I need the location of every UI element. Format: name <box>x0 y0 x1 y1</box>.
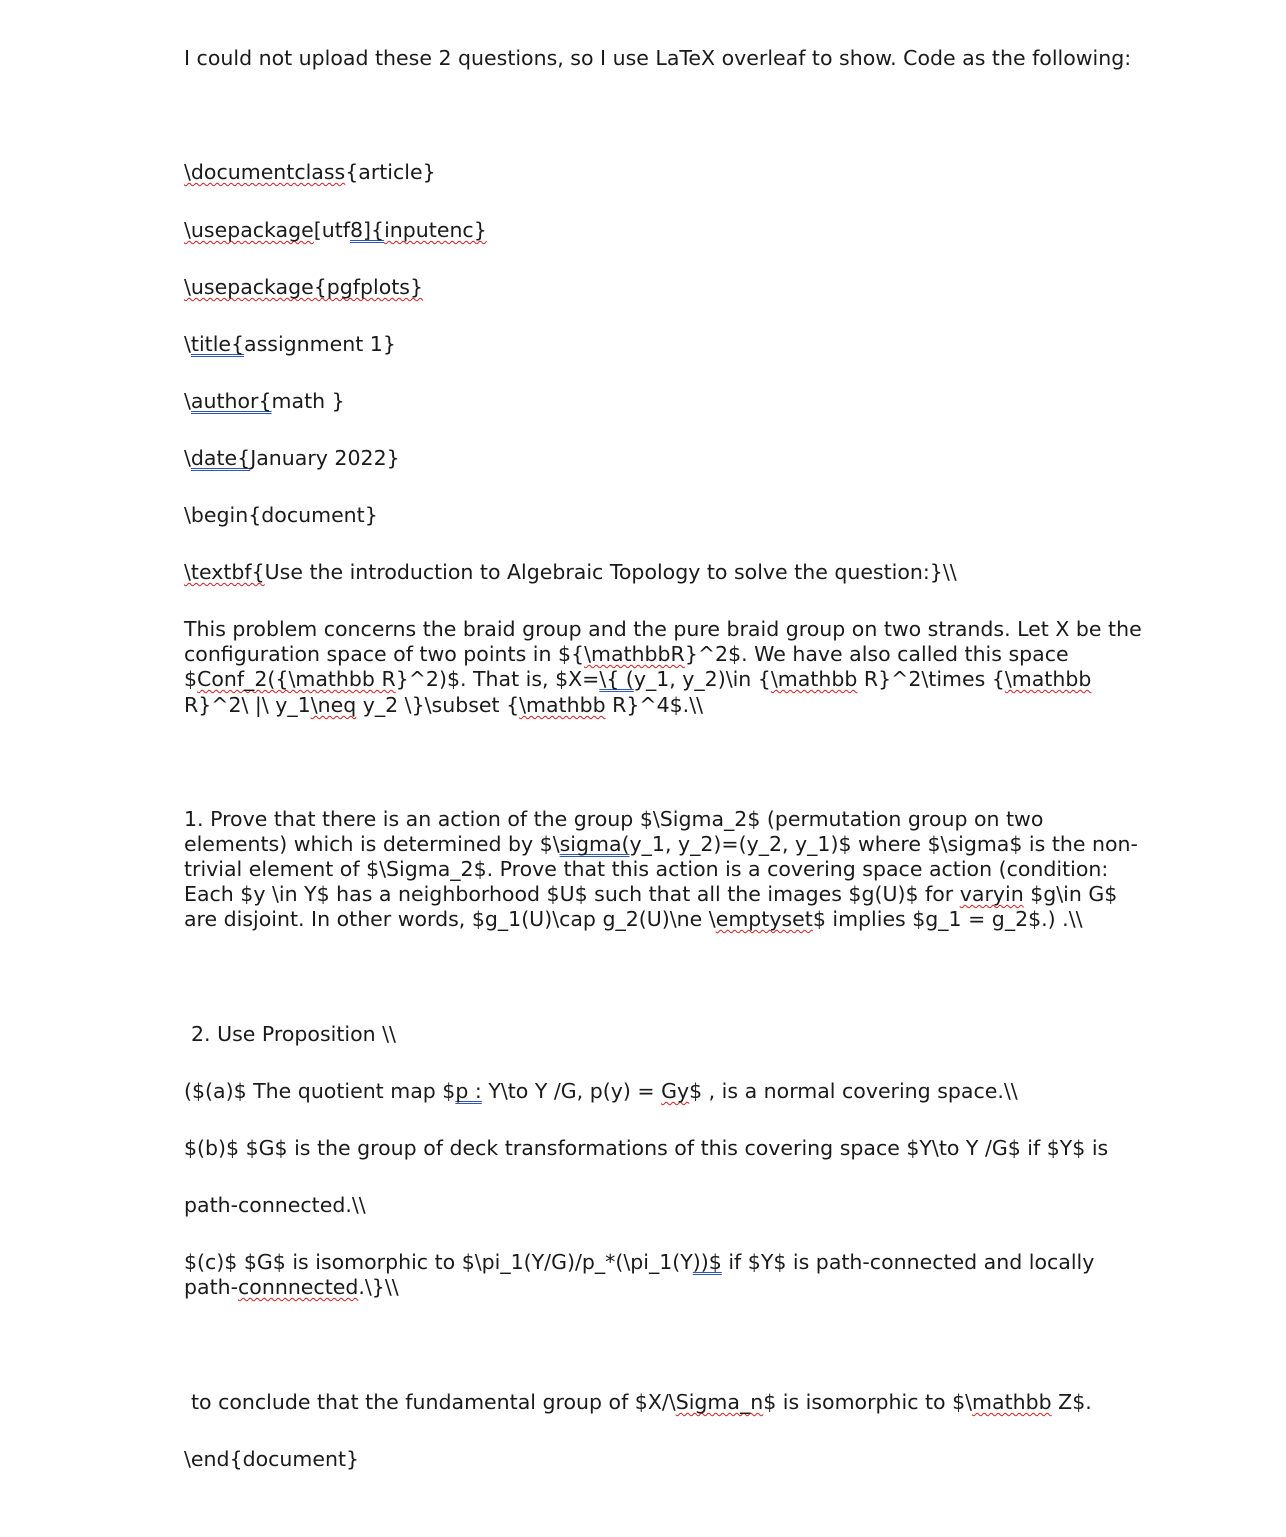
code-usepackage-inputenc: \usepackage[utf8]{inputenc} <box>184 218 487 242</box>
q2-part-b-cont: path-connected.\\ <box>184 1193 366 1217</box>
spell-flag: \mathbb <box>1004 667 1092 691</box>
code-author: \author{math } <box>184 389 345 413</box>
spell-flag: \mathbb <box>770 667 858 691</box>
spell-flag: \mathbb <box>519 693 606 717</box>
intro-text: I could not upload these 2 questions, so I use LaTeX overleaf to show. Code as the following: <box>184 46 1132 70</box>
grammar-flag: date{ <box>190 446 251 470</box>
spell-flag: Gy <box>661 1079 690 1103</box>
spell-flag: Conf_2({\mathbb R <box>197 667 396 691</box>
conclusion-text: to conclude that the fundamental group of $X/\Sigma_n$ is isomorphic to $\mathbb Z$. <box>191 1390 1092 1414</box>
grammar-flag: 8]{ <box>350 218 385 242</box>
q2-part-c: $(c)$ $G$ is isomorphic to $\pi_1(Y/G)/p_*(\pi_1(Y))$ if $Y$ is path-connected and locally <box>184 1250 1095 1274</box>
grammar-flag: sigma( <box>559 832 630 856</box>
spell-flag: varyin <box>959 882 1024 906</box>
grammar-flag: \{ ( <box>599 667 634 691</box>
q2-part-a: ($(a)$ The quotient map $p : Y\to Y /G, p(y) = Gy$ , is a normal covering space.\\ <box>184 1079 1018 1103</box>
spell-flag: connnected <box>238 1275 359 1299</box>
grammar-flag: author{ <box>190 389 272 413</box>
code-title: \title{assignment 1} <box>184 332 396 356</box>
spell-flag: Sigma_n <box>675 1390 764 1414</box>
grammar-flag: ))$ <box>692 1250 722 1274</box>
q2-heading: 2. Use Proposition \\ <box>191 1022 396 1046</box>
code-usepackage-pgfplots <box>184 275 423 300</box>
spell-flag: \usepackage{pgfplots} <box>184 275 424 299</box>
spell-flag: mathbb <box>972 1390 1052 1414</box>
spell-flag: \documentclass <box>184 160 346 184</box>
grammar-flag: p : <box>455 1079 482 1103</box>
document-page: I could not upload these 2 questions, so I use LaTeX overleaf to show. Code as the following: \documentclass{article} \usepackage[utf8]{inputenc} \usepackage{pgfplots} \title{assignment 1} \author{math } \date{January 2022} \begin{document} \textbf{Use the introduction to Algebraic Topology to solve the question:}\\ This problem concerns the braid group and the pure braid group on two strands. Let X be the configuration space of two points in ${\mathbbR}^2$. We have also called this space $Conf_2({\mathbb R}^2)$. That is, $X=\{ (y_1, y_2)\in {\mathbb R}^2\times {\mathbb R}^2\ |\ y_1\neq y_2 \}\subset {\mathbb R}^4$.\\ 1. Prove that there is an action of the group $\Sigma_2$ (permutation group on two elements) which is determined by $\sigma(y_1, y_2)=(y_2, y_1)$ where $\sigma$ is the non- trivial element of $\Sigma_2$. Prove that this action is a covering space action (condition: Each $y \in Y$ has a neighborhood $U$ such that all the images $g(U)$ for varyin $g\in G$ are disjoint. In other words, $g_1(U)\cap g_2(U)\ne \emptyset$ implies $g_1 = g_2$.) .\\ 2. Use Proposition \\ ($(a)$ The quotient map $p : Y\to Y /G, p(y) = Gy$ , is a normal covering space.\\ $(b)$ $G$ is the group of deck transformations of this covering space $Y\to Y /G$ if $Y$ is path-connected.\\ $(c)$ $G$ is isomorphic to $\pi_1(Y/G)/p_*(\pi_1(Y))$ if $Y$ is path-connected and locally path-connnected.\}\\ to conclude that the fundamental group of $X/\Sigma_n$ is isomorphic to $\mathbb Z$. \end{document} <box>184 46 1142 1471</box>
spell-flag: \textbf{ <box>184 560 265 584</box>
q2-part-b: $(b)$ $G$ is the group of deck transformations of this covering space $Y\to Y /G$ if $Y$ is <box>184 1136 1109 1160</box>
spell-flag: \neq <box>310 693 357 717</box>
code-date: \date{January 2022} <box>184 446 400 470</box>
spell-flag: inputenc} <box>384 218 487 242</box>
code-textbf: \textbf{Use the introduction to Algebraic Topology to solve the question:}\\ <box>184 560 957 584</box>
q2-part-c-cont: path-connnected.\}\\ <box>184 1275 399 1299</box>
spell-flag: \usepackage <box>184 218 314 242</box>
spell-flag: emptyset <box>715 907 813 931</box>
code-begin-document: \begin{document} <box>184 503 378 527</box>
code-documentclass: \documentclass{article} <box>184 160 436 184</box>
code-end-document: \end{document} <box>184 1447 360 1471</box>
spell-flag: \mathbbR <box>584 642 685 666</box>
grammar-flag: title{ <box>190 332 245 356</box>
